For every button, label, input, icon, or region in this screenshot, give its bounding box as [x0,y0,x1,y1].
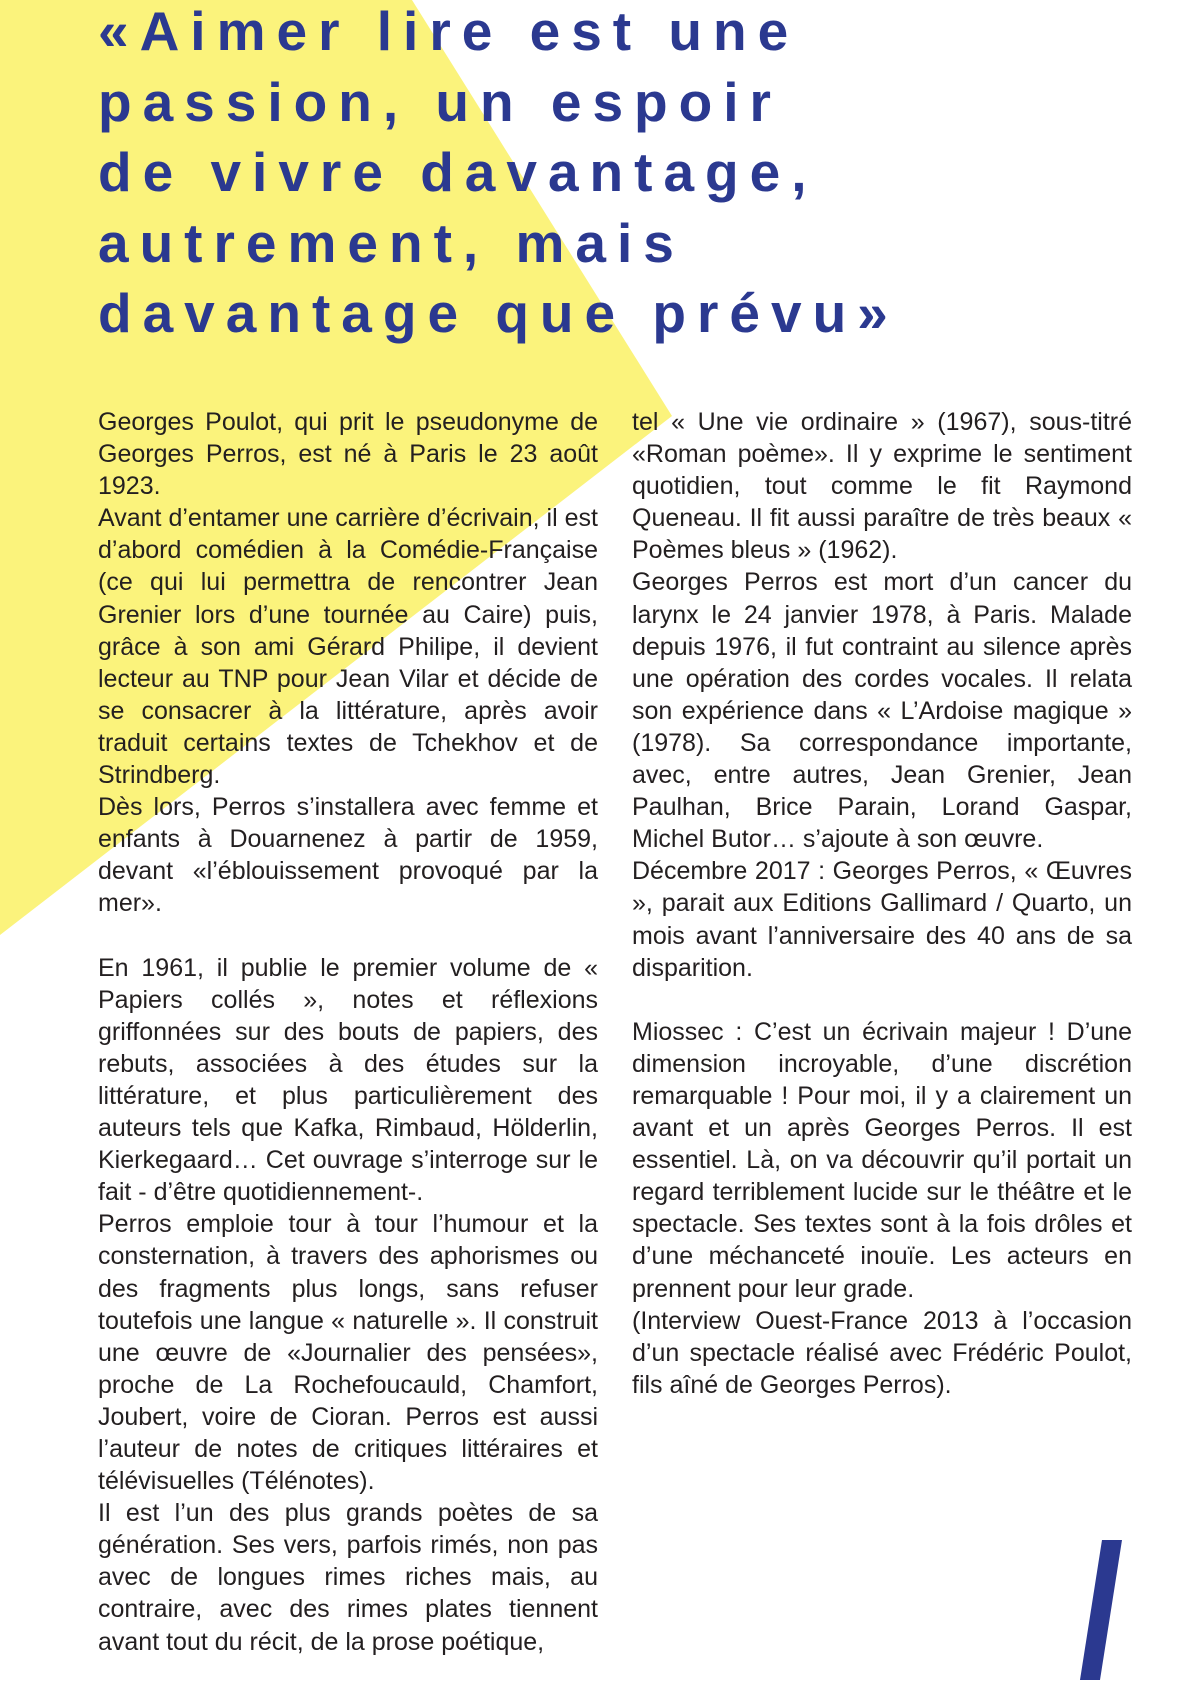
right-text-column [632,406,1132,1401]
paragraph-works: tel « Une vie ordinaire » (1967), sous-titré «Roman poème». Il y exprime le sentiment quotidien, tout comme le fit Raymond Queneau. Il fit aussi paraître de très beaux « Poèmes bleus » (1962). [632,408,1132,565]
paragraph-miossec-quote: Miossec : C’est un écrivain majeur ! D’une dimension incroyable, d’une discrétion remarquable ! Pour moi, il y a clairement un avant et un après Georges Perros. Il est essentiel. Là, on va découvrir qu’il portait un regard terriblement lucide sur le théâtre et le spectacle. Ses textes sont à la fois drôles et d’une méchanceté inouïe. Les acteurs en prennent pour leur grade. [632,1017,1132,1303]
headline-line: passion, un espoir [98,70,782,133]
paragraph-birth: Georges Poulot, qui prit le pseudonyme de Georges Perros, est né à Paris le 23 août 1923. [98,408,598,501]
paragraph-poet: Il est l’un des plus grands poètes de sa génération. Ses vers, parfois rimés, non pas avec de longues rimes riches mais, au contraire, avec des rimes plates tiennent avant tout du récit, de la prose poétique, [98,1499,598,1656]
paragraph-douarnenez: Dès lors, Perros s’installera avec femme et enfants à Douarnenez à partir de 1959, devant «l’éblouissement provoqué par la mer». [98,793,598,918]
paragraph-papiers-colles: En 1961, il publie le premier volume de « Papiers collés », notes et réflexions griffonnées sur des bouts de papiers, des rebuts, associées à des études sur la littérature, et plus particulièrement des auteurs tels que Kafka, Rimbaud, Hölderlin, Kierkegaard… Cet ouvrage s’interroge sur le fait - d’être quotidiennement-. [98,953,598,1207]
headline-line: autrement, mais [98,211,685,274]
left-text-column [98,406,598,1658]
paragraph-career: Avant d’entamer une carrière d’écrivain, il est d’abord comédien à la Comédie-Française (ce qui lui permettra de rencontrer Jean Grenier lors d’une tournée au Caire) puis, grâce à son ami Gérard Philipe, il devient lecteur au TNP pour Jean Vilar et décide de se consacrer à la littérature, après avoir traduit certains textes de Tchekhov et de Strindberg. [98,504,598,790]
slash-mark-icon [1080,1540,1130,1680]
paragraph-death: Georges Perros est mort d’un cancer du larynx le 24 janvier 1978, à Paris. Malade depuis 1976, il fut contraint au silence après une opération des cordes vocales. Il relata son expérience dans « L’Ardoise magique » (1978). Sa correspondance importante, avec, entre autres, Jean Grenier, Jean Paulhan, Brice Parain, Lorand Gaspar, Michel Butor… s’ajoute à son œuvre. [632,568,1132,854]
headline-line: de vivre davantage, [98,141,818,203]
headline-quote [98,0,1178,349]
headline-line: davantage que prévu» [98,282,899,344]
paragraph-style: Perros emploie tour à tour l’humour et la consternation, à travers des aphorismes ou des fragments plus longs, sans refuser toutefois une langue « naturelle ». Il construit une œuvre de «Journalier des pensées», proche de La Rochefoucauld, Chamfort, Joubert, voire de Cioran. Perros est aussi l’auteur de notes de critiques littéraires et télévisuelles (Télénotes). [98,1210,598,1496]
paragraph-oeuvres: Décembre 2017 : Georges Perros, « Œuvres », parait aux Editions Gallimard / Quarto, un mois avant l’anniversaire des 40 ans de sa disparition. [632,857,1132,982]
headline-line: «Aimer lire est une [98,0,800,62]
paragraph-interview-source: (Interview Ouest-France 2013 à l’occasion d’un spectacle réalisé avec Frédéric Poulot, fils aîné de Georges Perros). [632,1306,1132,1399]
